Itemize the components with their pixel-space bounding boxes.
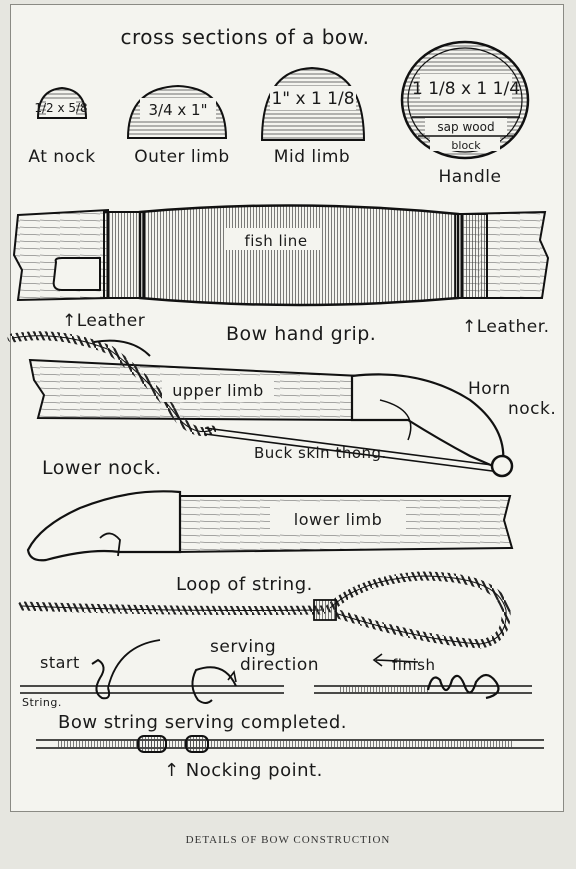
nock-label: nock. — [508, 399, 557, 419]
section-handle — [402, 42, 528, 187]
diagram-title: cross sections of a bow. — [120, 25, 370, 49]
section-label-handle: Handle — [438, 167, 502, 187]
section-at-nock — [28, 88, 95, 167]
section-dims-outer-limb: 3/4 x 1" — [148, 101, 208, 119]
bow-hand-grip-title: Bow hand grip. — [226, 323, 377, 345]
lower-nock-title: Lower nock. — [42, 457, 162, 479]
leather-right-label: ↑Leather. — [462, 317, 550, 337]
handle-sapwood-label: sap wood — [437, 120, 495, 134]
upper-limb-label: upper limb — [172, 381, 264, 400]
serving-label: serving — [210, 637, 277, 657]
string-label: String. — [22, 696, 62, 709]
section-dims-handle: 1 1/8 x 1 1/4 — [411, 79, 521, 99]
leather-left-label: ↑Leather — [62, 311, 146, 331]
section-label-mid-limb: Mid limb — [273, 147, 351, 167]
buckskin-thong-label: Buck skin thong. — [254, 444, 387, 462]
horn-label: Horn — [468, 379, 511, 399]
section-outer-limb — [128, 86, 230, 167]
finish-label: finish — [392, 656, 436, 674]
bow-hand-grip-drawing — [14, 205, 550, 345]
section-dims-mid-limb: 1" x 1 1/8 — [271, 89, 355, 109]
nocking-point-label: ↑ Nocking point. — [164, 760, 323, 781]
fish-line-label: fish line — [244, 232, 308, 250]
figure-caption: DETAILS OF BOW CONSTRUCTION — [185, 834, 391, 846]
loop-of-string-label: Loop of string. — [176, 574, 313, 595]
start-label: start — [40, 653, 80, 672]
direction-label: direction — [240, 655, 319, 675]
section-mid-limb — [262, 68, 364, 167]
section-label-at-nock: At nock — [28, 147, 96, 167]
lower-limb-label: lower limb — [293, 510, 383, 529]
serving-completed-title: Bow string serving completed. — [58, 712, 347, 733]
handle-block-label: block — [451, 139, 481, 152]
upper-nock-drawing — [12, 336, 556, 479]
section-dims-at-nock: 1/2 x 5/8 — [34, 101, 88, 115]
section-label-outer-limb: Outer limb — [134, 147, 230, 167]
serving-drawing — [20, 637, 544, 781]
